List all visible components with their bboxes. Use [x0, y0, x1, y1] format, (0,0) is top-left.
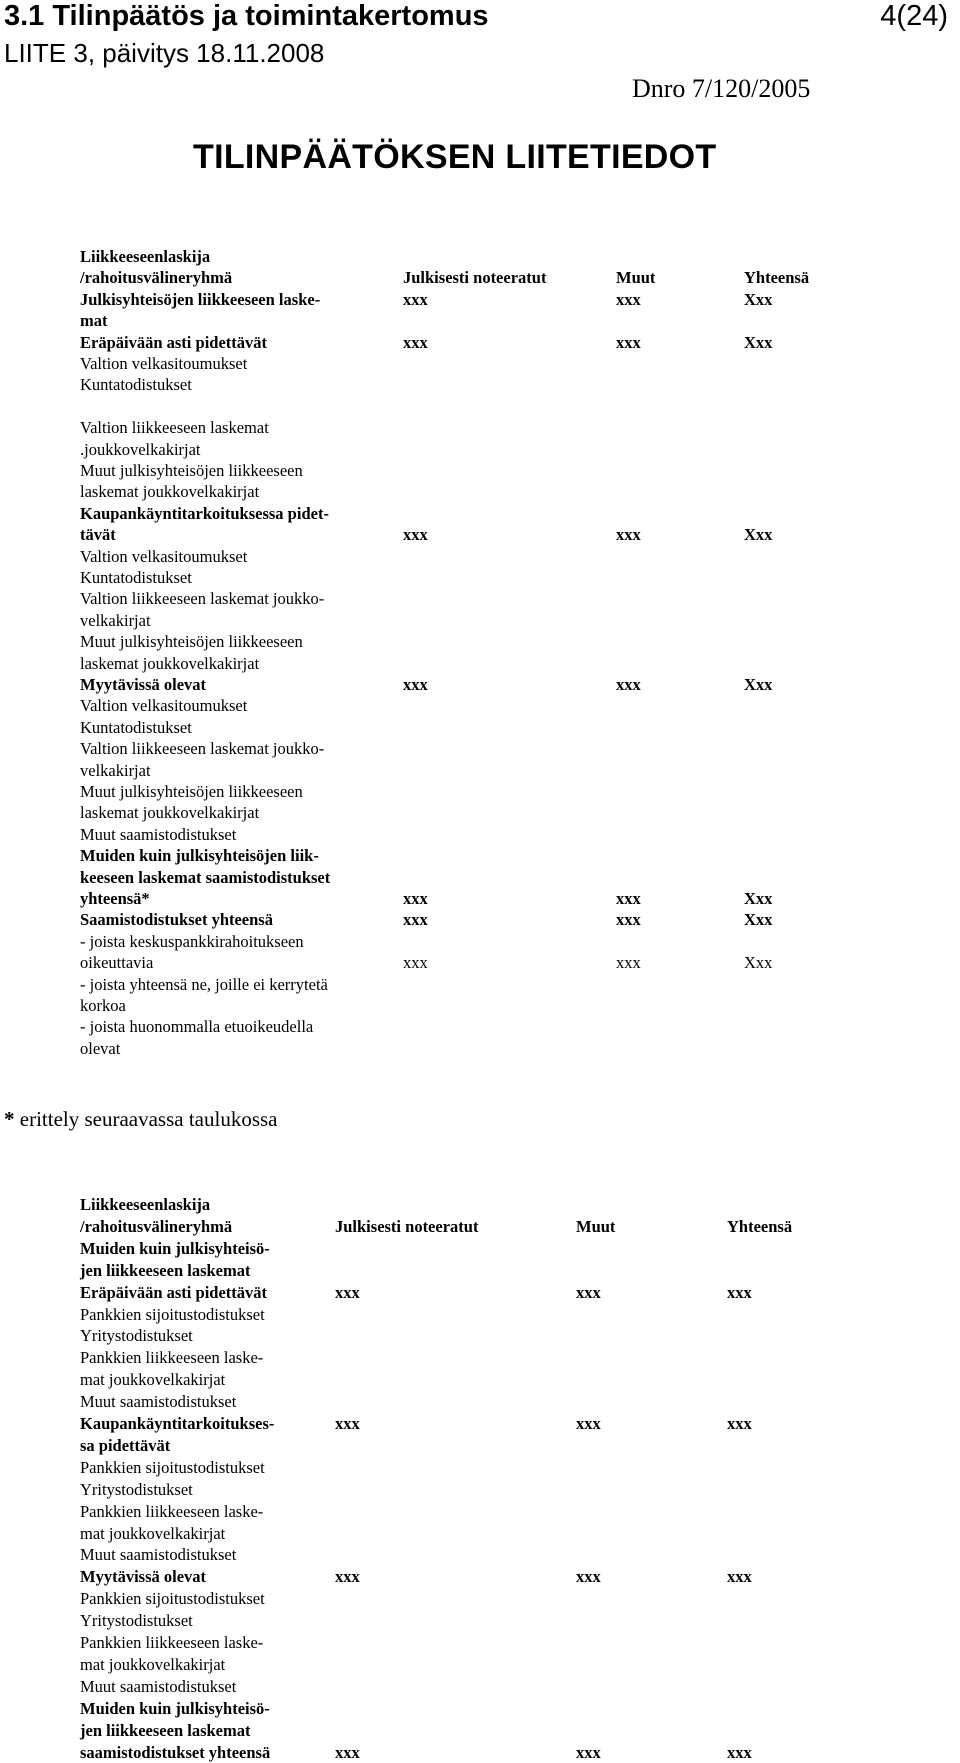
row-label: Pankkien sijoitustodistukset — [80, 1457, 265, 1477]
row-label: jen liikkeeseen laskemat — [80, 1720, 251, 1740]
table-row — [80, 1566, 960, 1588]
cell-yhteensa: Yhteensä — [727, 1216, 793, 1236]
row-label: Liikkeeseenlaskija — [80, 247, 211, 266]
row-label: Valtion liikkeeseen laskemat joukko- — [80, 739, 325, 759]
row-label: Valtion velkasitoumukset — [80, 696, 248, 716]
row-label: mat joukkovelkakirjat — [80, 1523, 226, 1543]
table-row — [80, 653, 960, 674]
table-row — [80, 1413, 960, 1435]
cell-muut: xxx — [616, 953, 641, 973]
table-row — [80, 674, 960, 695]
table-row — [80, 1260, 960, 1282]
table-row — [80, 974, 960, 995]
row-label: - joista keskuspankkirahoitukseen — [80, 931, 304, 951]
row-label: Yritystodistukset — [80, 1479, 193, 1499]
table-row — [80, 1435, 960, 1457]
row-label: mat joukkovelkakirjat — [80, 1654, 226, 1674]
footnote-star: * — [4, 1107, 15, 1131]
table-row — [80, 1523, 960, 1545]
cell-julkisesti-noteeratut: xxx — [335, 1414, 360, 1433]
row-label: Pankkien sijoitustodistukset — [80, 1589, 265, 1609]
row-label: mat joukkovelkakirjat — [80, 1370, 226, 1390]
footnote — [4, 1107, 278, 1132]
row-label: Muut julkisyhteisöjen liikkeeseen — [80, 632, 303, 652]
table-row — [80, 738, 960, 759]
table-row — [80, 417, 960, 438]
table-row — [80, 567, 960, 588]
table-row — [80, 546, 960, 567]
table-row — [80, 1632, 960, 1654]
row-label: Yritystodistukset — [80, 1326, 193, 1346]
table-row — [80, 888, 960, 909]
table-row — [80, 824, 960, 845]
table-row — [80, 246, 960, 267]
row-label: laskemat joukkovelkakirjat — [80, 482, 260, 502]
table-row — [80, 524, 960, 545]
cell-muut: Muut — [576, 1216, 616, 1236]
row-label: Saamistodistukset yhteensä — [80, 910, 273, 930]
table-row — [80, 781, 960, 802]
row-label: Pankkien liikkeeseen laske- — [80, 1501, 264, 1521]
row-label: Julkisyhteisöjen liikkeeseen laske- — [80, 289, 321, 309]
row-label: olevat — [80, 1038, 121, 1058]
row-label: Pankkien liikkeeseen laske- — [80, 1348, 264, 1368]
row-label: Muut julkisyhteisöjen liikkeeseen — [80, 782, 303, 801]
cell-yhteensa: Xxx — [744, 889, 773, 908]
table-row — [80, 439, 960, 460]
row-label: Muiden kuin julkisyhteisö- — [80, 1238, 270, 1258]
cell-yhteensa: Xxx — [744, 675, 773, 694]
table-row — [80, 1369, 960, 1391]
table-row — [80, 610, 960, 631]
table-row — [80, 503, 960, 524]
table-row — [80, 1457, 960, 1479]
row-label: - joista yhteensä ne, joille ei kerrytetä — [80, 974, 328, 994]
table-row — [80, 1698, 960, 1720]
row-label: - joista huonommalla etuoikeudella — [80, 1017, 314, 1037]
table-row — [80, 396, 960, 417]
row-label: tävät — [80, 525, 116, 545]
table-row — [80, 460, 960, 481]
table-row — [80, 1282, 960, 1304]
table-row — [80, 717, 960, 738]
row-label: jen liikkeeseen laskemat — [80, 1260, 251, 1280]
cell-julkisesti-noteeratut: Julkisesti noteeratut — [403, 268, 547, 288]
row-label: oikeuttavia — [80, 953, 154, 973]
cell-yhteensa: Yhteensä — [744, 268, 810, 288]
table-row — [80, 353, 960, 374]
cell-yhteensa: xxx — [727, 1567, 752, 1587]
table-row — [80, 760, 960, 781]
row-label: Myytävissä olevat — [80, 1567, 207, 1587]
row-label: Muut saamistodistukset — [80, 1676, 237, 1696]
table-row — [80, 695, 960, 716]
row-label: Valtion liikkeeseen laskemat — [80, 418, 269, 438]
table-row — [80, 1391, 960, 1413]
cell-julkisesti-noteeratut: xxx — [403, 889, 428, 908]
cell-yhteensa: Xxx — [744, 953, 773, 973]
document-heading: TILINPÄÄTÖKSEN LIITETIEDOT — [193, 138, 717, 176]
row-label: Pankkien sijoitustodistukset — [80, 1304, 265, 1324]
section-title: 3.1 Tilinpäätös ja toimintakertomus — [4, 0, 489, 32]
footnote-text: erittely seuraavassa taulukossa — [14, 1107, 278, 1131]
page-number: 4(24) — [880, 0, 948, 32]
cell-julkisesti-noteeratut: xxx — [403, 675, 428, 694]
cell-yhteensa: Xxx — [744, 525, 773, 545]
cell-julkisesti-noteeratut: xxx — [335, 1567, 360, 1587]
row-label: Muut saamistodistukset — [80, 824, 237, 844]
table-row — [80, 1016, 960, 1037]
cell-yhteensa: Xxx — [744, 289, 773, 309]
row-label: saamistodistukset yhteensä — [80, 1742, 271, 1762]
cell-muut: xxx — [616, 289, 641, 309]
row-label: Kaupankäyntitarkoitukses- — [80, 1414, 275, 1433]
cell-yhteensa: xxx — [727, 1742, 752, 1762]
row-label: Myytävissä olevat — [80, 675, 207, 694]
table-row — [80, 289, 960, 310]
table-row — [80, 1216, 960, 1238]
table-row — [80, 1720, 960, 1742]
table-row — [80, 931, 960, 952]
row-label: Valtion velkasitoumukset — [80, 354, 248, 373]
cell-yhteensa: xxx — [727, 1414, 752, 1433]
row-label: mat — [80, 311, 108, 331]
table-row — [80, 332, 960, 353]
document-number: Dnro 7/120/2005 — [632, 74, 811, 103]
cell-julkisesti-noteeratut: xxx — [403, 953, 428, 973]
cell-muut: xxx — [616, 525, 641, 545]
table-row — [80, 1479, 960, 1501]
table-row — [80, 1325, 960, 1347]
cell-muut: xxx — [576, 1282, 601, 1302]
row-label: Kuntatodistukset — [80, 568, 192, 587]
cell-julkisesti-noteeratut: xxx — [335, 1742, 360, 1762]
table-row — [80, 374, 960, 395]
cell-julkisesti-noteeratut: xxx — [403, 910, 428, 930]
table-row — [80, 1610, 960, 1632]
row-label: sa pidettävät — [80, 1435, 171, 1455]
row-label: keeseen laskemat saamistodistukset — [80, 867, 331, 887]
table-row — [80, 267, 960, 288]
table-row — [80, 1347, 960, 1369]
cell-muut: xxx — [616, 332, 641, 352]
cell-julkisesti-noteeratut: xxx — [403, 332, 428, 352]
cell-muut: xxx — [576, 1567, 601, 1587]
cell-muut: xxx — [576, 1742, 601, 1762]
row-label: Kuntatodistukset — [80, 717, 192, 737]
table-row — [80, 1544, 960, 1566]
row-label: Valtion velkasitoumukset — [80, 546, 248, 566]
table-row — [80, 1654, 960, 1676]
row-label: /rahoitusvälineryhmä — [80, 268, 233, 288]
cell-julkisesti-noteeratut: xxx — [403, 525, 428, 545]
table-row — [80, 867, 960, 888]
table-row — [80, 1238, 960, 1260]
row-label: Muiden kuin julkisyhteisöjen liik- — [80, 846, 319, 866]
table-row — [80, 802, 960, 823]
table-row — [80, 1038, 960, 1059]
row-label: Pankkien liikkeeseen laske- — [80, 1633, 264, 1652]
cell-muut: xxx — [576, 1414, 601, 1433]
table-row — [80, 845, 960, 866]
row-label: velkakirjat — [80, 760, 151, 780]
cell-julkisesti-noteeratut: xxx — [403, 289, 428, 309]
table-row — [80, 1501, 960, 1523]
table-row — [80, 1676, 960, 1698]
table-row — [80, 481, 960, 502]
row-label: Valtion liikkeeseen laskemat joukko- — [80, 589, 325, 609]
row-label: .joukkovelkakirjat — [80, 439, 201, 459]
cell-julkisesti-noteeratut: xxx — [335, 1282, 360, 1302]
cell-muut: Muut — [616, 268, 656, 288]
cell-muut: xxx — [616, 910, 641, 930]
row-label: korkoa — [80, 996, 126, 1015]
cell-yhteensa: Xxx — [744, 332, 773, 352]
appendix-label: LIITE 3, päivitys 18.11.2008 — [4, 38, 325, 68]
table-row — [80, 1588, 960, 1610]
table-row — [80, 310, 960, 331]
row-label: Liikkeeseenlaskija — [80, 1195, 211, 1214]
row-label: Eräpäivään asti pidettävät — [80, 332, 268, 352]
row-label: laskemat joukkovelkakirjat — [80, 653, 260, 673]
row-label: yhteensä* — [80, 889, 150, 908]
table-row — [80, 1304, 960, 1326]
row-label: Eräpäivään asti pidettävät — [80, 1282, 268, 1302]
table-row — [80, 909, 960, 930]
cell-yhteensa: xxx — [727, 1282, 752, 1302]
row-label: Yritystodistukset — [80, 1611, 193, 1631]
table-row — [80, 995, 960, 1016]
table-row — [80, 1194, 960, 1216]
row-label: velkakirjat — [80, 610, 151, 630]
cell-julkisesti-noteeratut: Julkisesti noteeratut — [335, 1216, 479, 1236]
table-row — [80, 1742, 960, 1763]
row-label: Kaupankäyntitarkoituksessa pidet- — [80, 503, 329, 523]
row-label: /rahoitusvälineryhmä — [80, 1216, 233, 1236]
row-label: Muut julkisyhteisöjen liikkeeseen — [80, 461, 303, 480]
row-label: Kuntatodistukset — [80, 375, 192, 395]
table-row — [80, 588, 960, 609]
table-row — [80, 952, 960, 973]
row-label: laskemat joukkovelkakirjat — [80, 803, 260, 823]
table-row — [80, 631, 960, 652]
row-label: Muut saamistodistukset — [80, 1545, 237, 1565]
cell-muut: xxx — [616, 889, 641, 908]
row-label: Muut saamistodistukset — [80, 1392, 237, 1412]
cell-yhteensa: Xxx — [744, 910, 773, 930]
cell-muut: xxx — [616, 675, 641, 694]
row-label: Muiden kuin julkisyhteisö- — [80, 1698, 270, 1718]
